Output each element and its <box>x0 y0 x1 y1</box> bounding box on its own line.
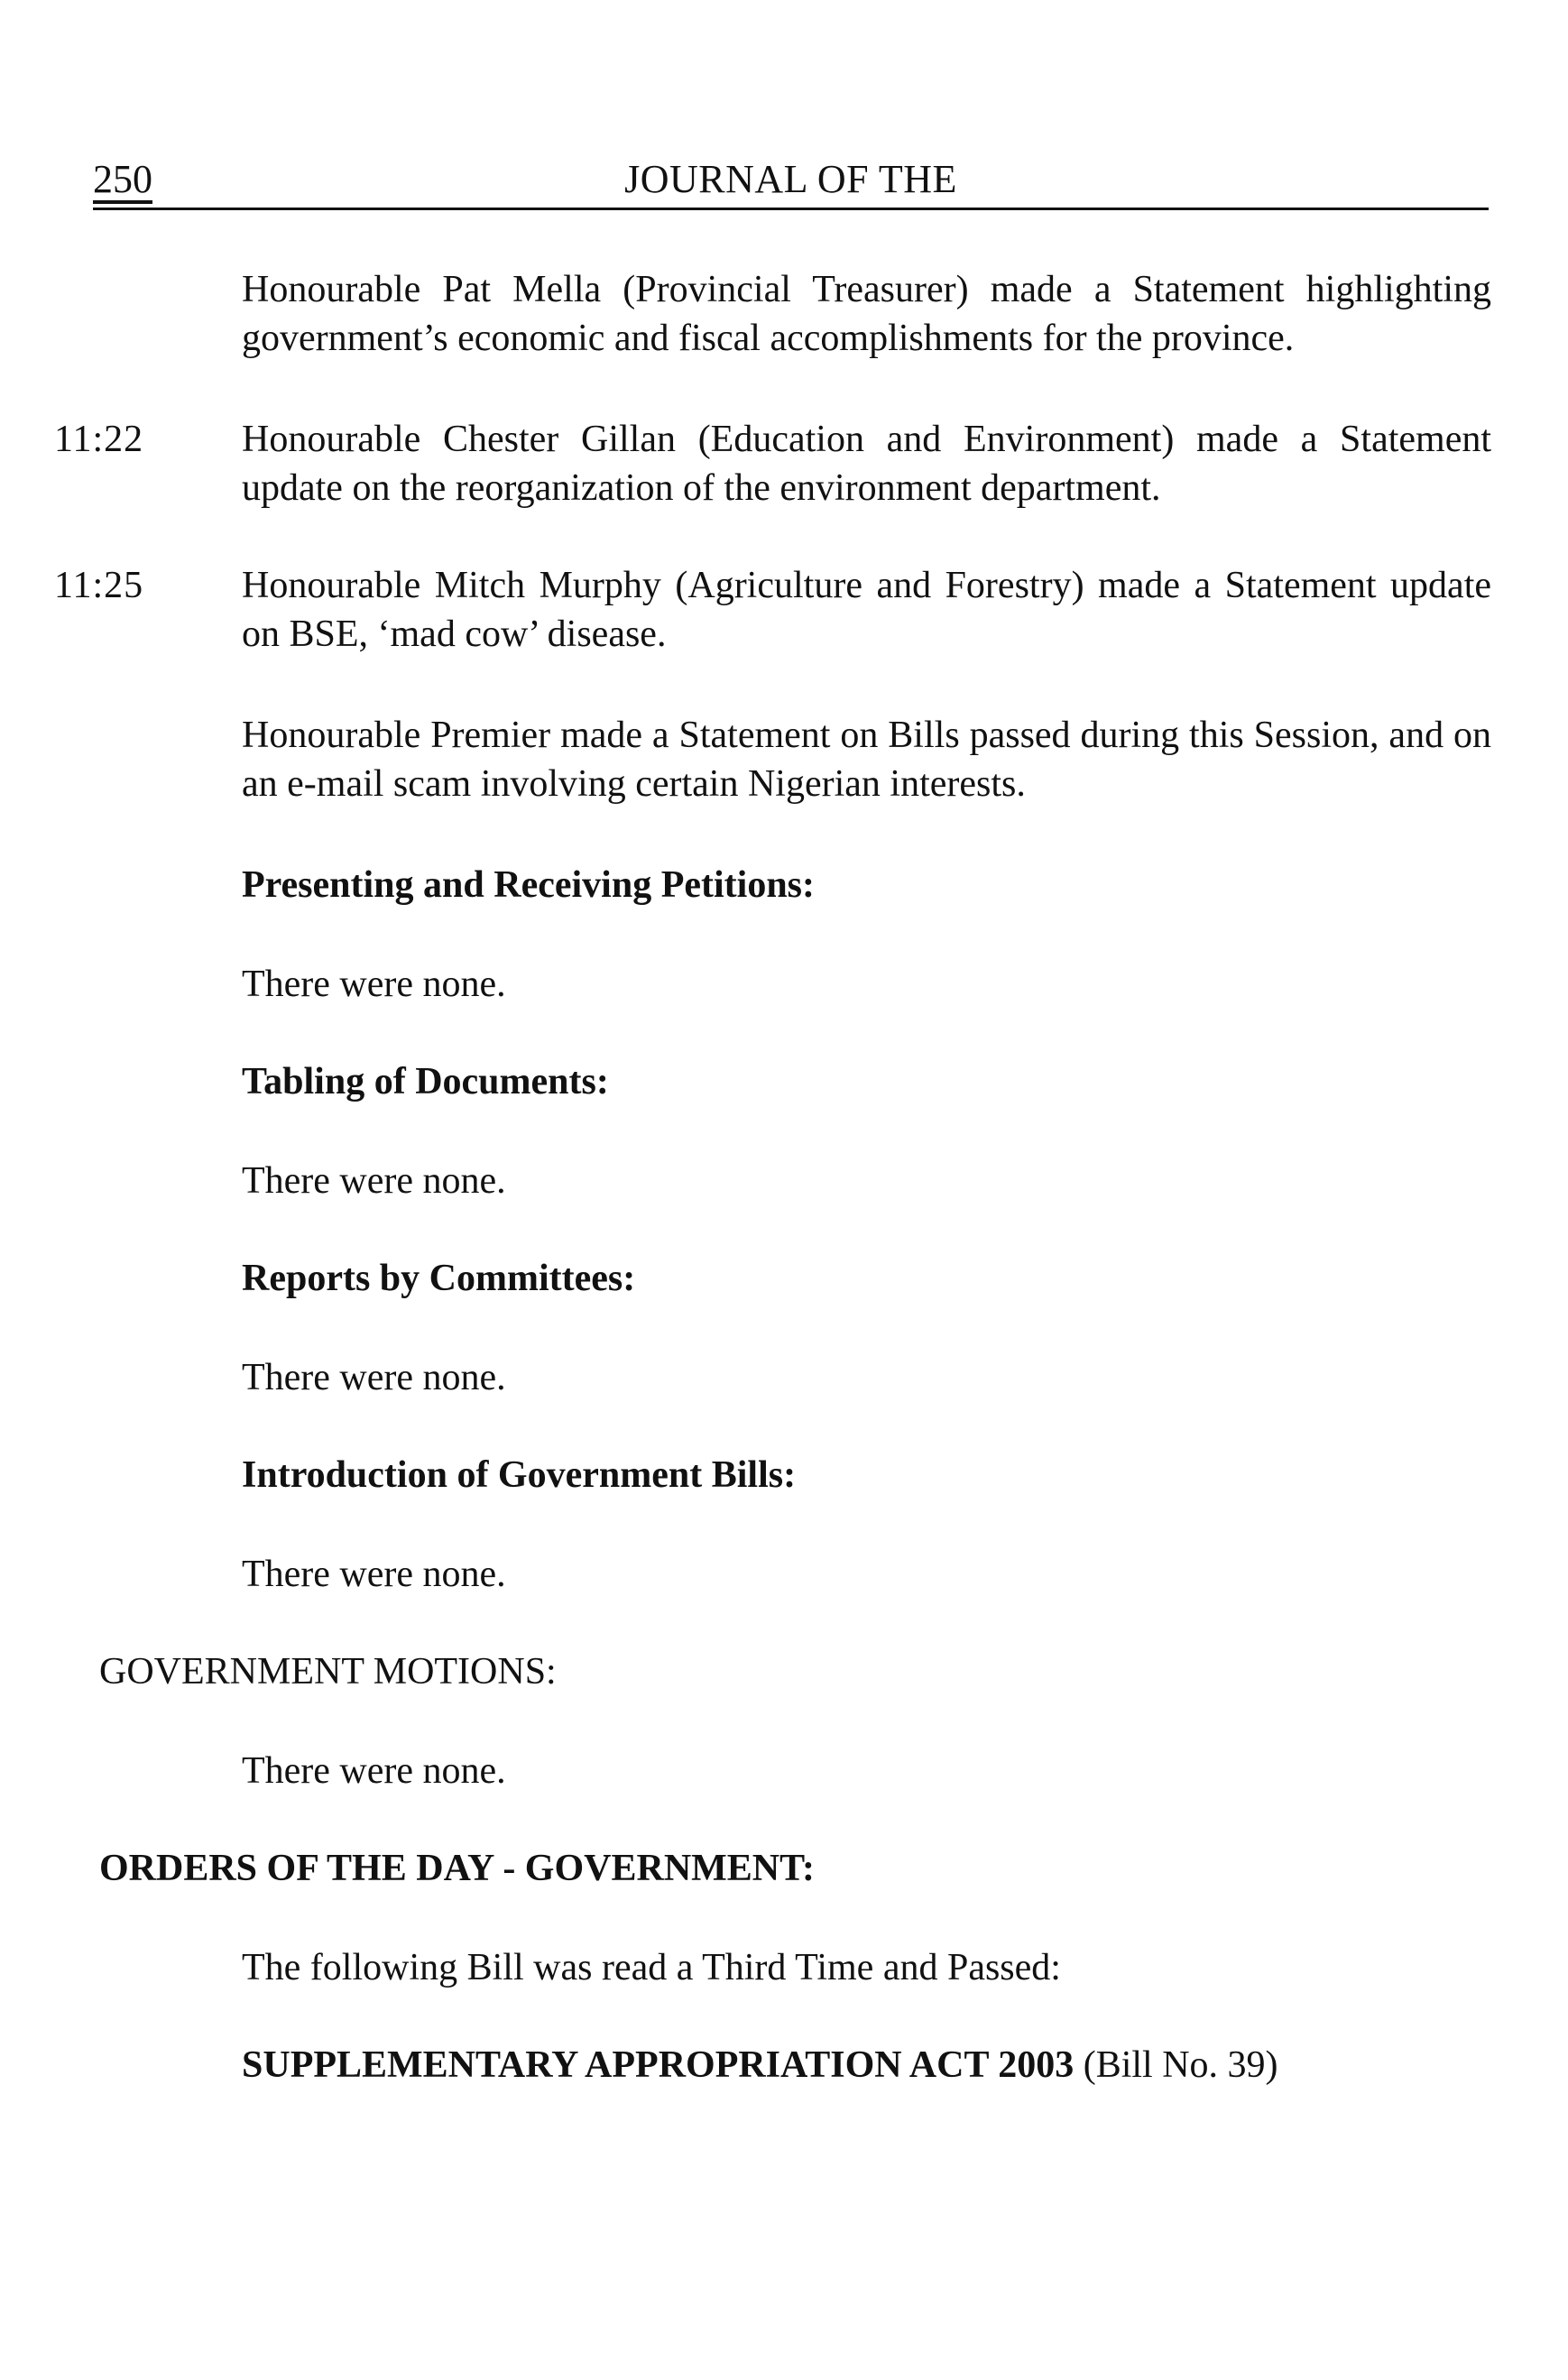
page-number: 250 <box>93 157 152 201</box>
bills-text: There were none. <box>242 1554 506 1595</box>
petitions-text: There were none. <box>242 964 506 1005</box>
gillan-statement-text: Honourable Chester Gillan (Education and Environment) made a Statement update on the reorganization of the environment department. <box>242 419 1491 509</box>
murphy-statement-text: Honourable Mitch Murphy (Agriculture and Forestry) made a Statement update on BSE, ‘mad cow’ disease. <box>242 565 1491 655</box>
premier-statement-text: Honourable Premier made a Statement on Bills passed during this Session, and on an e-mail scam involving certain Nigerian interests. <box>242 715 1491 805</box>
petitions-heading: Presenting and Receiving Petitions: <box>242 864 816 906</box>
gillan-statement-entry <box>242 415 1491 512</box>
entry-time-1125: 11:25 <box>54 565 144 606</box>
government-motions-text: There were none. <box>242 1750 506 1792</box>
bill-name: SUPPLEMENTARY APPROPRIATION ACT 2003 <box>242 2044 1075 2086</box>
treasurer-statement-entry <box>242 265 1491 363</box>
bills-heading: Introduction of Government Bills: <box>242 1454 797 1496</box>
reports-text: There were none. <box>242 1357 506 1398</box>
murphy-statement-entry <box>242 561 1491 659</box>
reports-heading: Reports by Committees: <box>242 1258 636 1299</box>
running-head: JOURNAL OF THE <box>624 157 957 201</box>
tabling-heading: Tabling of Documents: <box>242 1061 609 1102</box>
entry-time-1122: 11:22 <box>54 419 144 460</box>
premier-statement-entry <box>242 711 1491 808</box>
orders-of-the-day-text: The following Bill was read a Third Time and Passed: <box>242 1947 1061 1988</box>
tabling-text: There were none. <box>242 1160 506 1202</box>
government-motions-heading: GOVERNMENT MOTIONS: <box>99 1651 557 1693</box>
page-header <box>93 153 1489 210</box>
orders-of-the-day-heading: ORDERS OF THE DAY - GOVERNMENT: <box>99 1848 816 1889</box>
bill-number: (Bill No. 39) <box>1083 2044 1278 2086</box>
treasurer-statement-text: Honourable Pat Mella (Provincial Treasurer) made a Statement highlighting government’s economic and fiscal accomplishments for the province. <box>242 269 1491 359</box>
bill-entry <box>242 2041 1278 2089</box>
